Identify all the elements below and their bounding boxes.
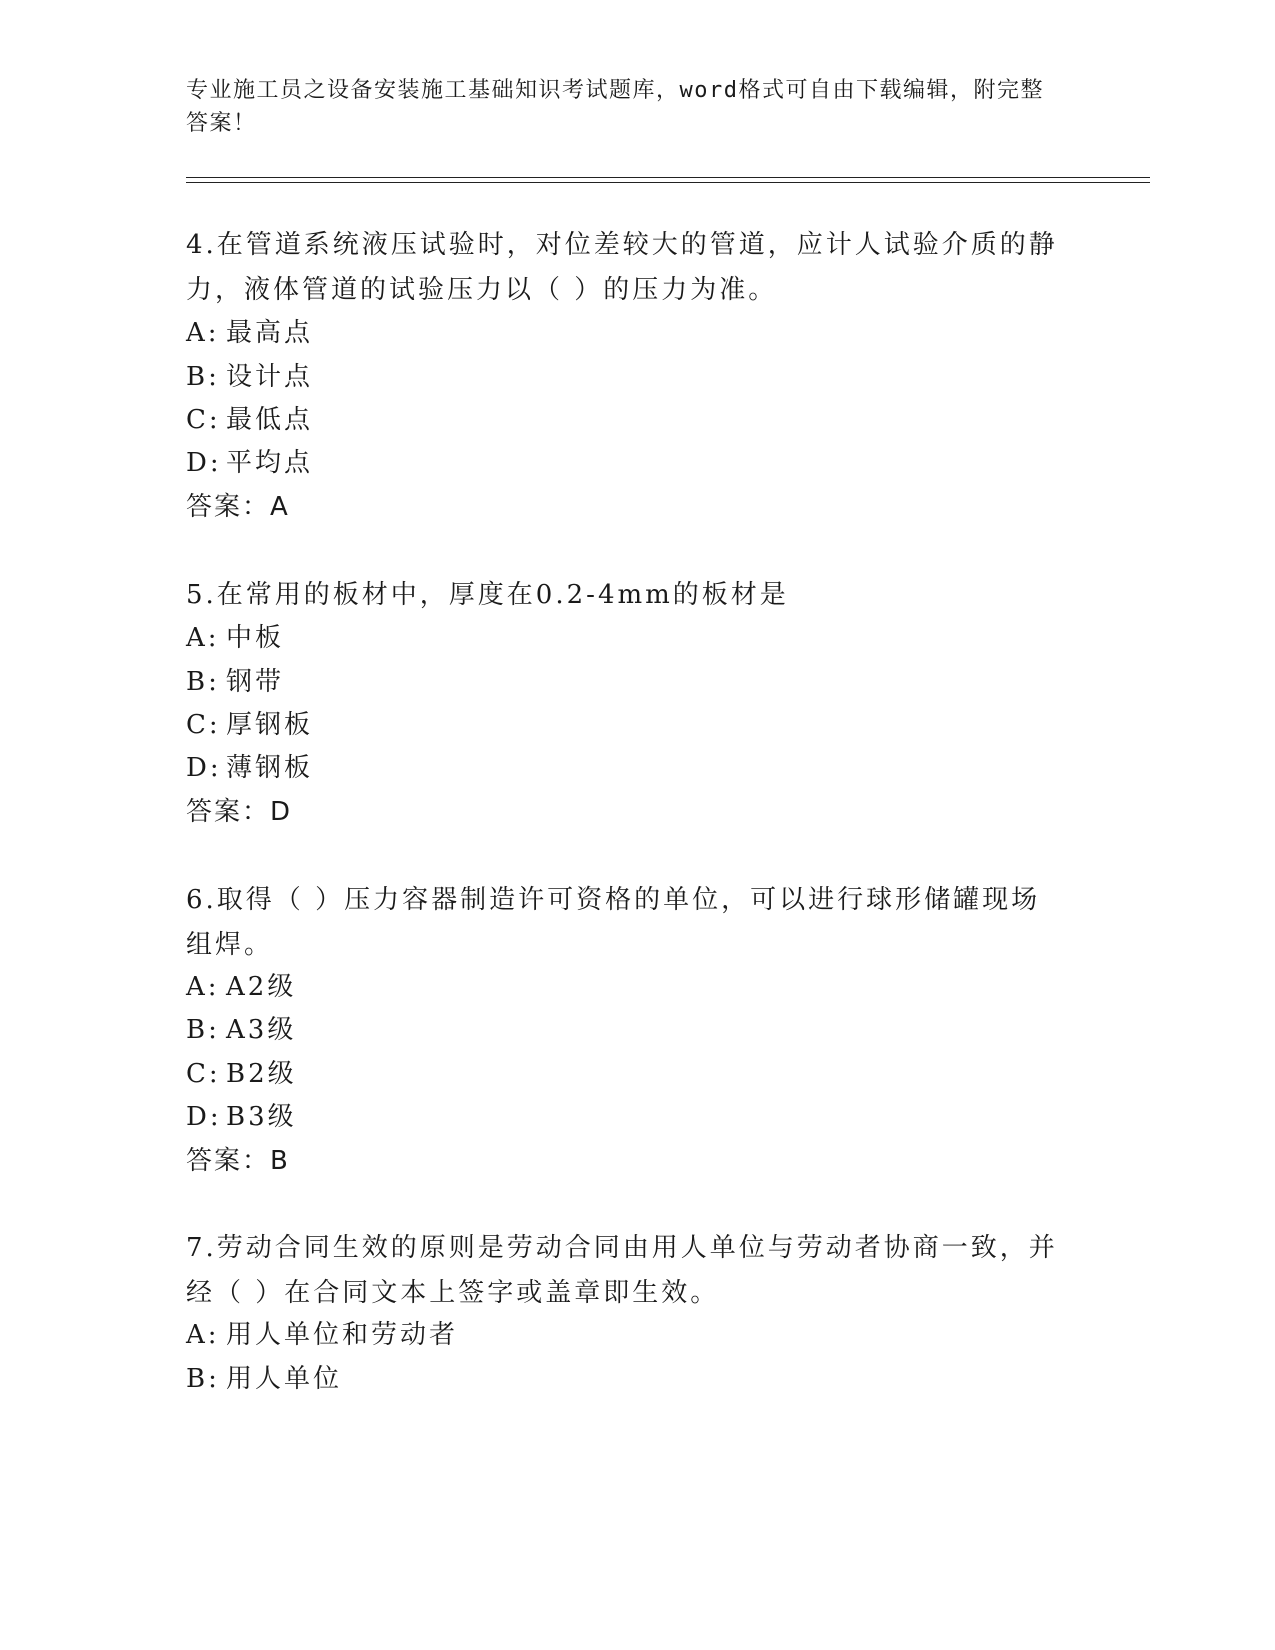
option-text: 用人单位 xyxy=(226,1364,343,1394)
option-a xyxy=(186,1313,458,1358)
option-key: D: xyxy=(186,1102,222,1132)
header-divider-bottom xyxy=(186,182,1150,183)
option-text: A2级 xyxy=(226,972,297,1002)
option-text: A3级 xyxy=(226,1015,297,1045)
option-text: 中板 xyxy=(226,623,285,653)
option-text: 用人单位和劳动者 xyxy=(226,1320,459,1350)
option-key: B: xyxy=(186,667,220,697)
option-text: 最低点 xyxy=(226,405,314,435)
option-text: 平均点 xyxy=(226,448,314,478)
option-key: C: xyxy=(186,405,221,435)
answer-line: 答案：D xyxy=(186,797,293,827)
option-key: A: xyxy=(186,1320,220,1350)
option-key: C: xyxy=(186,1059,221,1089)
option-text: 最高点 xyxy=(226,318,314,348)
option-b xyxy=(186,1008,296,1053)
option-text: B3级 xyxy=(226,1102,297,1132)
option-a xyxy=(186,311,313,356)
option-text: 薄钢板 xyxy=(226,753,314,783)
option-key: A: xyxy=(186,318,220,348)
option-key: D: xyxy=(186,753,222,783)
option-key: C: xyxy=(186,710,221,740)
option-a xyxy=(186,616,284,661)
option-d xyxy=(186,1095,297,1140)
option-d xyxy=(186,441,313,486)
option-key: A: xyxy=(186,972,220,1002)
document-header: 专业施工员之设备安装施工基础知识考试题库，word格式可自由下载编辑，附完整答案！ xyxy=(186,78,1044,136)
option-c xyxy=(186,398,313,443)
question-stem: 4.在管道系统液压试验时，对位差较大的管道，应计人试验介质的静力，液体管道的试验压力以（ ）的压力为准。 xyxy=(186,230,1058,305)
option-b xyxy=(186,1357,342,1402)
option-a xyxy=(186,965,296,1010)
answer-line: 答案：A xyxy=(186,492,290,522)
option-text: 设计点 xyxy=(226,362,314,392)
option-key: B: xyxy=(186,1015,220,1045)
option-key: A: xyxy=(186,623,220,653)
question-stem: 7.劳动合同生效的原则是劳动合同由用人单位与劳动者协商一致，并经（ ）在合同文本上签字或盖章即生效。 xyxy=(186,1233,1058,1308)
option-key: D: xyxy=(186,448,222,478)
option-text: B2级 xyxy=(226,1059,297,1089)
option-b xyxy=(186,355,313,400)
option-key: B: xyxy=(186,362,220,392)
question-stem: 6.取得（ ）压力容器制造许可资格的单位，可以进行球形储罐现场组焊。 xyxy=(186,885,1041,960)
option-c xyxy=(186,703,313,748)
question-stem: 5.在常用的板材中，厚度在0.2-4mm的板材是 xyxy=(186,580,789,610)
option-text: 厚钢板 xyxy=(226,710,314,740)
option-d xyxy=(186,746,313,791)
option-text: 钢带 xyxy=(226,667,285,697)
option-b xyxy=(186,660,284,705)
option-c xyxy=(186,1052,297,1097)
option-key: B: xyxy=(186,1364,220,1394)
answer-line: 答案：B xyxy=(186,1146,290,1176)
header-divider-top xyxy=(186,177,1150,178)
